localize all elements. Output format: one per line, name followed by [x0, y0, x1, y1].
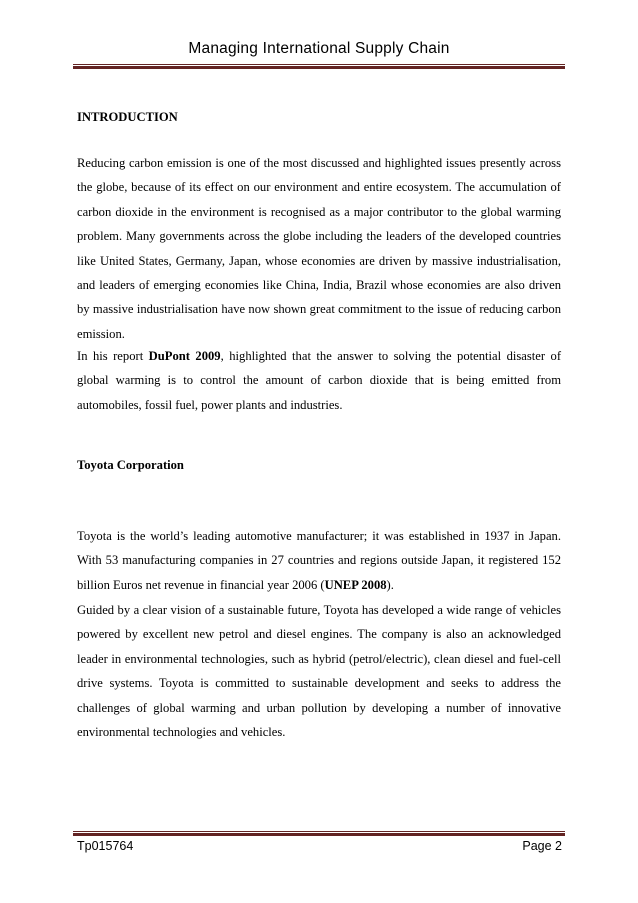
- introduction-paragraph-2-rest: , highlighted that the answer to solving the potential disaster of global warming is to control the amount of carbon dioxide that is being emitted from automobiles, fossil fuel, power plants and industries.: [77, 349, 562, 412]
- dupont-citation: DuPont 2009: [148, 349, 221, 363]
- toyota-paragraph-1-wrap: [77, 524, 561, 597]
- section-introduction: [77, 110, 561, 125]
- footer-divider: [73, 831, 565, 836]
- toyota-paragraph-1-lead: Toyota is the world’s leading automotive manufacturer; it was established in 1937 in Japan. With 53 manufacturing companies in 27 countries and regions outside Japan, it registered 152 billion Euros net revenue in financial year 2006 (: [77, 529, 561, 592]
- introduction-paragraph-1-wrap: [77, 151, 561, 346]
- toyota-paragraph-1-rest: ).: [386, 577, 394, 592]
- introduction-paragraph-2-wrap: [77, 344, 561, 417]
- section-toyota: [77, 458, 561, 473]
- introduction-heading: INTRODUCTION: [77, 110, 178, 124]
- toyota-paragraph-2-wrap: [77, 598, 561, 744]
- introduction-paragraph-2-lead: In his report: [77, 349, 149, 363]
- unep-citation: UNEP 2008: [324, 577, 387, 592]
- toyota-heading: Toyota Corporation: [77, 458, 184, 472]
- toyota-paragraph-1: [77, 524, 561, 597]
- page-header-title: Managing International Supply Chain: [188, 40, 450, 57]
- footer-page-number: Page 2: [522, 839, 562, 853]
- introduction-paragraph-1: Reducing carbon emission is one of the most discussed and highlighted issues presently across the globe, because of its effect on our environment and entire ecosystem. The accumulation of carbon dioxide in the environment is recognised as a major contributor to the global warming problem. Many governments across the globe including the leaders of the developed countries like United States, Germany, Japan, whose economies are driven by massive industrialisation, and leaders of emerging economies like China, India, Brazil whose economies are also driven by massive industrialisation have now shown great commitment to the issue of reducing carbon emission.: [77, 156, 561, 341]
- header-divider: [73, 64, 565, 69]
- toyota-paragraph-2: Guided by a clear vision of a sustainable future, Toyota has developed a wide range of vehicles powered by excellent new petrol and diesel engines. The company is also an acknowledged leader in environmental technologies, such as hybrid (petrol/electric), clean diesel and fuel-cell drive systems. Toyota is committed to sustainable development and seeks to address the challenges of global warming and urban pollution by developing a number of innovative environmental technologies and vehicles.: [77, 603, 561, 740]
- footer-student-id: Tp015764: [77, 839, 134, 853]
- introduction-paragraph-2: [77, 344, 561, 417]
